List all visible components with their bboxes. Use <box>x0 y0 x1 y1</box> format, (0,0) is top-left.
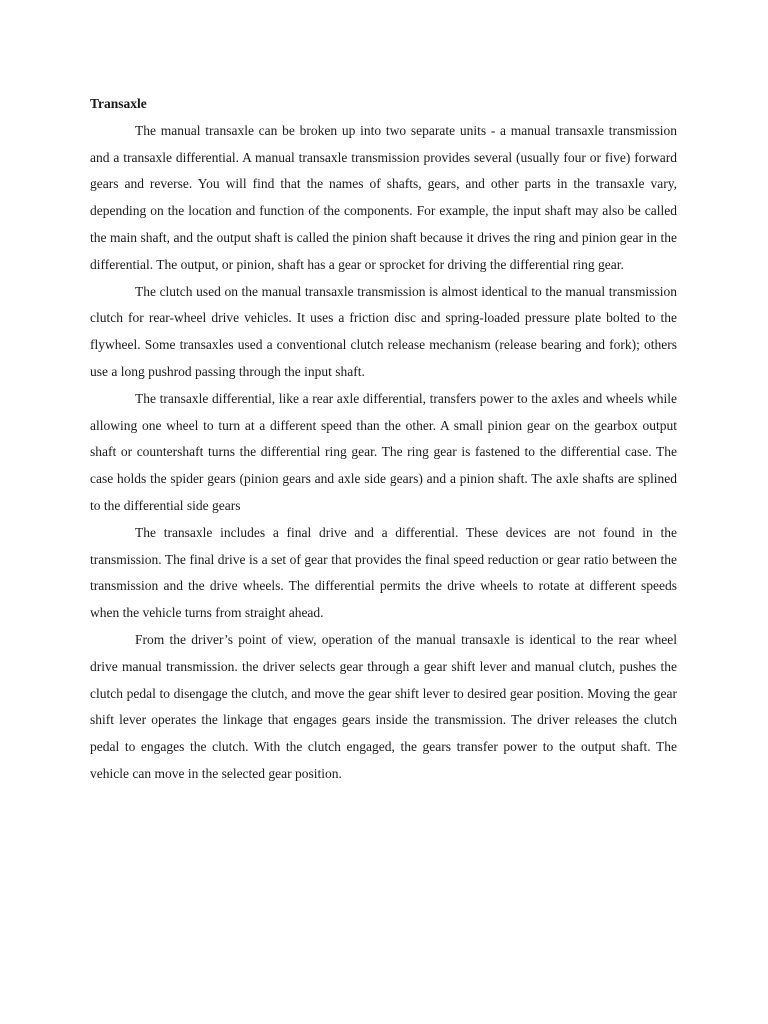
paragraph-5: From the driver’s point of view, operation of the manual transaxle is identical to the rear wheel drive manual transmission. the driver selects gear through a gear shift lever and manual clutch, pushes the clutch pedal to disengage the clutch, and move the gear shift lever to desired gear position. Moving the gear shift lever operates the linkage that engages gears inside the transmission. The driver releases the clutch pedal to engages the clutch. With the clutch engaged, the gears transfer power to the output shaft. The vehicle can move in the selected gear position. <box>90 631 677 781</box>
paragraph-3: The transaxle differential, like a rear axle differential, transfers power to the axles and wheels while allowing one wheel to turn at a different speed than the other. A small pinion gear on the gearbox output shaft or countershaft turns the differential ring gear. The ring gear is fastened to the differential case. The case holds the spider gears (pinion gears and axle side gears) and a pinion shaft. The axle shafts are splined to the differential side gears <box>90 390 677 513</box>
document-title: Transaxle <box>90 96 147 111</box>
paragraph-2: The clutch used on the manual transaxle transmission is almost identical to the manual transmission clutch for rear-wheel drive vehicles. It uses a friction disc and spring-loaded pressure plate bolted to the flywheel. Some transaxles used a conventional clutch release mechanism (release bearing and fork); others use a long pushrod passing through the input shaft. <box>90 283 677 379</box>
document-body <box>90 91 677 788</box>
paragraph-4: The transaxle includes a final drive and a differential. These devices are not found in the transmission. The final drive is a set of gear that provides the final speed reduction or gear ratio between the transmission and the drive wheels. The differential permits the drive wheels to rotate at different speeds when the vehicle turns from straight ahead. <box>90 524 677 621</box>
paragraph-1: The manual transaxle can be broken up into two separate units - a manual transaxle transmission and a transaxle differential. A manual transaxle transmission provides several (usually four or five) forward gears and reverse. You will find that the names of shafts, gears, and other parts in the transaxle vary, depending on the location and function of the components. For example, the input shaft may also be called the main shaft, and the output shaft is called the pinion shaft because it drives the ring and pinion gear in the differential. The output, or pinion, shaft has a gear or sprocket for driving the differential ring gear. <box>90 122 677 272</box>
